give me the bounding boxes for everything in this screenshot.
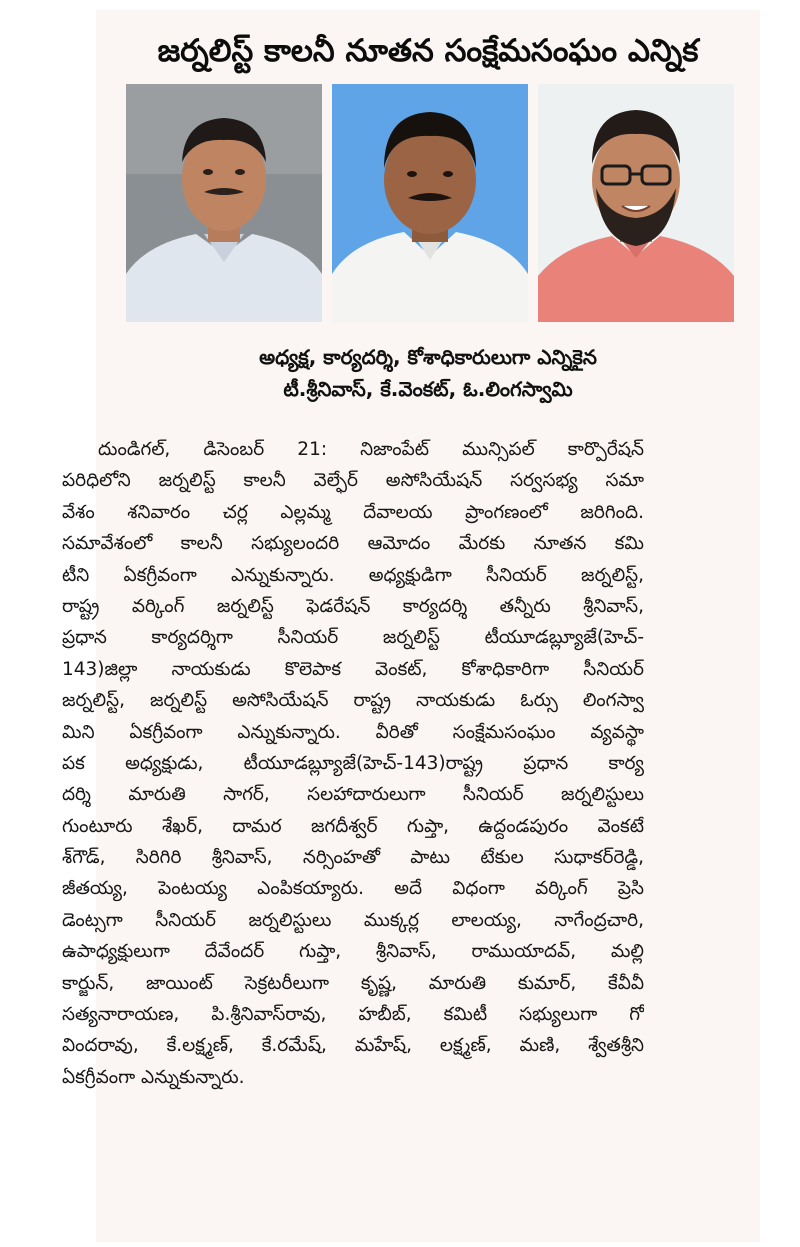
portrait-photo-treasurer xyxy=(538,84,734,322)
body-line: పరిధిలోని జర్నలిస్ట్ కాలనీ వెల్ఫేర్ అసోసియేషన్ సర్వసభ్య సమా xyxy=(62,470,644,492)
body-line: పక అధ్యక్షుడు, టీయూడబ్ల్యూజే(హెచ్-143)రాష్ట్ర ప్రధాన కార్య xyxy=(62,752,644,774)
body-line: దర్శి మారుతి సాగర్, సలహాదారులుగా సీనియర్ జర్నలిస్టులు xyxy=(62,784,644,806)
body-line: 143)జిల్లా నాయకుడు కొలెపాక వెంకట్, కోశాధికారిగా సీనియర్ xyxy=(62,658,644,680)
body-line: కార్జున్, జాయింట్ సెక్రటరీలుగా కృష్ణ, మారుతి కుమార్, కేవీవీ xyxy=(62,972,644,994)
photo-caption-line-2: టీ.శ్రీనివాస్, కే.వెంకట్, ఓ.లింగస్వామి xyxy=(283,377,573,401)
body-line: దుండిగల్, డిసెంబర్ 21: నిజాంపేట్ మున్సిపల్ కార్పొరేషన్ xyxy=(98,439,644,460)
portrait-photo-secretary xyxy=(332,84,528,322)
body-line: జర్నలిస్ట్, జర్నలిస్ట్ అసోసియేషన్ రాష్ట్ర నాయకుడు ఓర్సు లింగస్వా xyxy=(62,690,644,712)
body-line: ప్రధాన కార్యదర్శిగా సీనియర్ జర్నలిస్ట్ టీయూడబ్ల్యూజే(హెచ్- xyxy=(62,627,644,649)
body-line: జీతయ్య, పెంటయ్య ఎంపికయ్యారు. అదే విధంగా వర్కింగ్ ప్రెసి xyxy=(62,878,644,900)
body-line: వేశం శనివారం చర్ల ఎల్లమ్మ దేవాలయ ప్రాంగణంలో జరిగింది. xyxy=(62,501,644,523)
body-line: సమావేశంలో కాలనీ సభ్యులందరి ఆమోదం మేరకు నూతన కమి xyxy=(62,533,644,555)
photo-row xyxy=(126,84,734,322)
body-line: గుంటూరు శేఖర్, దామర జగదీశ్వర్ గుప్తా, ఉద్దండపురం వెంకటే xyxy=(62,815,644,837)
article-body xyxy=(62,434,644,1093)
portrait-photo-president xyxy=(126,84,322,322)
body-line: ఉపాధ్యక్షులుగా దేవేందర్ గుప్తా, శ్రీనివాస్, రాముయాదవ్, మల్లి xyxy=(62,941,644,963)
body-line: మిని ఏకగ్రీవంగా ఎన్నుకున్నారు. వీరితో సంక్షేమసంఘం వ్యవస్థా xyxy=(62,721,644,743)
body-line: టీని ఏకగ్రీవంగా ఎన్నుకున్నారు. అధ్యక్షుడిగా సీనియర్ జర్నలిస్ట్, xyxy=(62,564,644,586)
body-line: శ్‌గౌడ్, సిరిగిరి శ్రీనివాస్, నర్సింహతో పాటు టేకుల సుధాకర్‌రెడ్డి, xyxy=(62,847,644,869)
body-line: డెంట్సగా సీనియర్ జర్నలిస్టులు ముక్కర్ల లాలయ్య, నాగేంద్రచారి, xyxy=(62,909,644,931)
body-line: విందరావు, కే.లక్ష్మణ్, కే.రమేష్, మహేష్, లక్ష్మణ్, మణి, శ్వేతశ్రీని xyxy=(62,1035,644,1057)
body-line: రాష్ట్ర వర్కింగ్ జర్నలిస్ట్ ఫెడరేషన్ కార్యదర్శి తన్నీరు శ్రీనివాస్, xyxy=(62,595,644,617)
headline: జర్నలిస్ట్ కాలనీ నూతన సంక్షేమసంఘం ఎన్నిక xyxy=(157,33,699,69)
body-line: ఏకగ్రీవంగా ఎన్నుకున్నారు. xyxy=(62,1066,245,1088)
body-line: సత్యనారాయణ, పి.శ్రీనివాస్‌రావు, హబీబ్, కమిటీ సభ్యులుగా గో xyxy=(62,1004,644,1026)
photo-caption-line-1: అధ్యక్ష, కార్యదర్శి, కోశాధికారులుగా ఎన్నికైన xyxy=(259,345,597,369)
